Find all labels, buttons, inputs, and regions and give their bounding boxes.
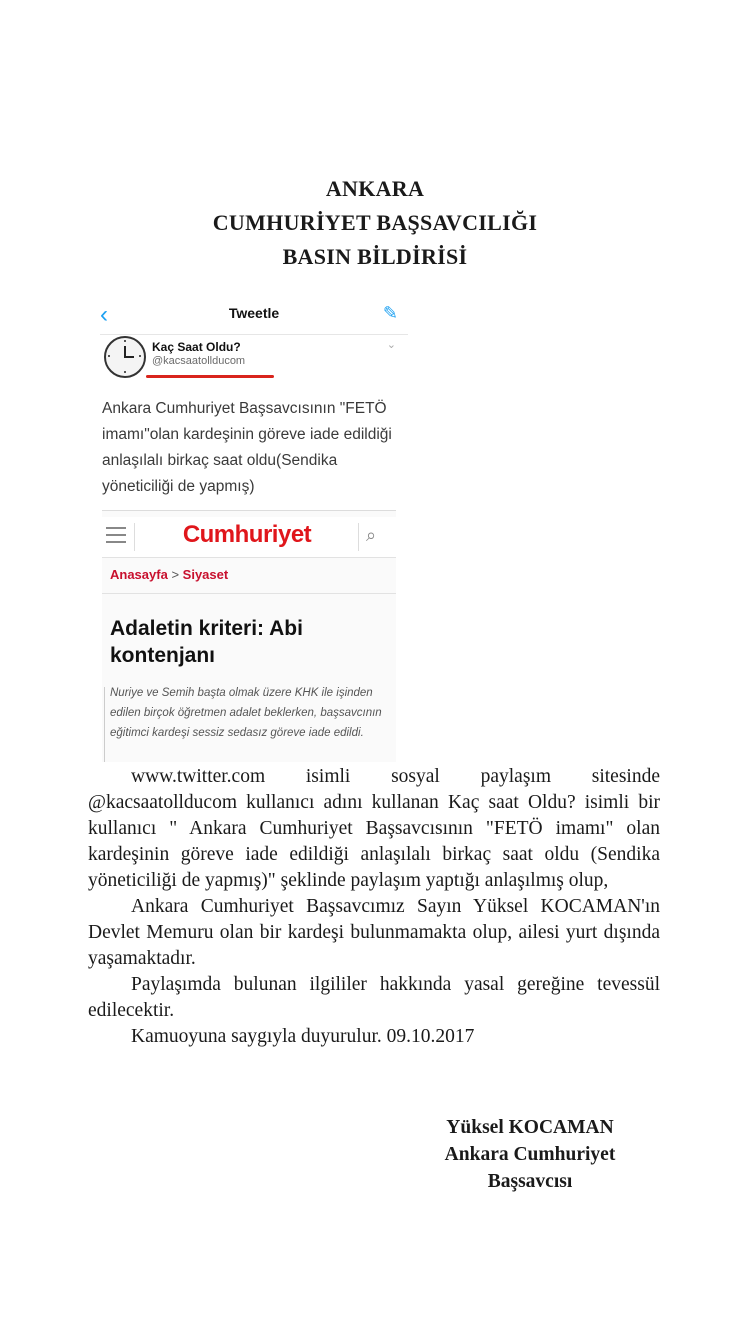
divider xyxy=(102,593,396,594)
twitter-title: Tweetle xyxy=(228,305,280,321)
twitter-nav-bar xyxy=(100,300,408,335)
breadcrumb xyxy=(110,567,228,582)
compose-tweet-icon[interactable]: ✎ xyxy=(382,303,398,323)
paragraph-1: www.twitter.com isimli sosyal paylaşım sitesinde @kacsaatollducom kullanıcı adını kullanan Kaç saat Oldu? isimli bir kullanıcı " Ankara Cumhuriyet Başsavcısının "FETÖ imamı" olan kardeşinin göreve iade edildiği anlaşılalı birkaç saat oldu (Sendika yöneticiliği de yapmış)" şeklinde paylaşım yaptığı anlaşılmış olup, xyxy=(88,766,660,891)
article-card xyxy=(102,510,396,762)
highlight-underline xyxy=(146,375,274,378)
divider xyxy=(134,523,135,551)
signature-name: Yüksel KOCAMAN xyxy=(446,1117,614,1138)
article-headline[interactable]: Adaletin kriteri: Abi kontenjanı xyxy=(110,617,303,667)
paragraph-2: Ankara Cumhuriyet Başsavcımız Sayın Yüksel KOCAMAN'ın Devlet Memuru olan bir kardeşi bulunmamakta olup, ailesi yurt dışında yaşamaktadır. xyxy=(88,896,660,969)
paragraph-4: Kamuoyuna saygıyla duyurulur. 09.10.2017 xyxy=(131,1026,475,1047)
avatar[interactable] xyxy=(104,336,146,378)
search-icon[interactable]: ⌕ xyxy=(366,525,377,545)
embedded-screenshot xyxy=(100,300,408,762)
signature-title-1: Ankara Cumhuriyet xyxy=(444,1144,616,1165)
account-name[interactable]: Kaç Saat Oldu? xyxy=(152,340,241,354)
article-header xyxy=(102,517,396,558)
breadcrumb-separator: > xyxy=(171,567,180,582)
chevron-down-icon[interactable]: ⌄ xyxy=(386,339,396,351)
signature-title-2: Başsavcısı xyxy=(487,1171,573,1192)
statement-body xyxy=(88,764,660,1050)
breadcrumb-section[interactable]: Siyaset xyxy=(182,567,229,582)
cumhuriyet-logo[interactable]: Cumhuriyet xyxy=(182,521,312,548)
summary-border xyxy=(104,687,105,762)
tweet-text: Ankara Cumhuriyet Başsavcısının "FETÖ imamı"olan kardeşinin göreve iade edildiği anlaşılalı birkaç saat oldu(Sendika yöneticiliği de yapmış) xyxy=(102,400,392,495)
breadcrumb-home[interactable]: Anasayfa xyxy=(110,567,168,582)
chevron-left-icon[interactable]: ‹ xyxy=(100,301,108,328)
divider xyxy=(358,523,359,551)
header-office: CUMHURİYET BAŞSAVCILIĞI xyxy=(212,210,538,235)
header-city: ANKARA xyxy=(325,176,425,201)
account-handle[interactable]: @kacsaatollducom xyxy=(152,355,246,367)
paragraph-3: Paylaşımda bulunan ilgililer hakkında yasal gereğine tevessül edilecektir. xyxy=(88,974,660,1021)
header-doc-type: BASIN BİLDİRİSİ xyxy=(282,244,468,269)
menu-icon[interactable] xyxy=(106,527,126,545)
article-summary: Nuriye ve Semih başta olmak üzere KHK ile işinden edilen birçok öğretmen adalet beklerken, başsavcının eğitimci kardeşi sessiz sedasız göreve iade edildi. xyxy=(110,687,382,739)
